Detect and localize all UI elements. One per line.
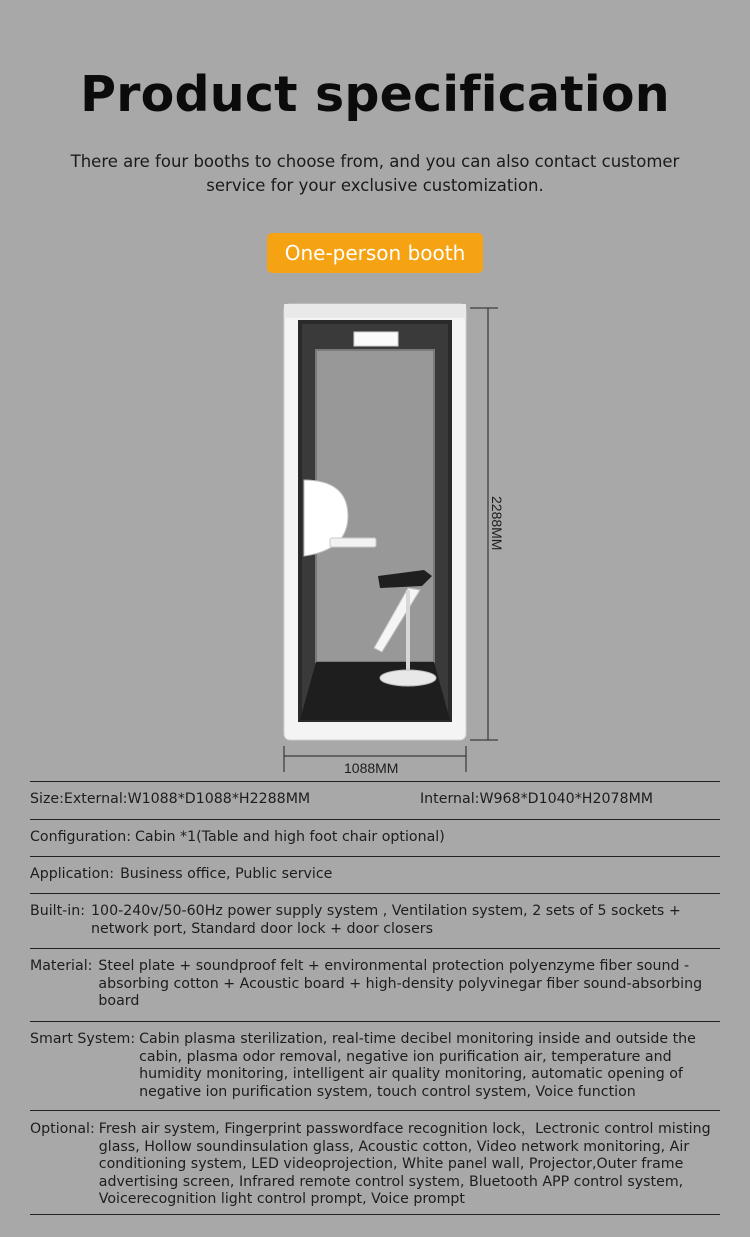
configuration-label: Configuration: (30, 829, 131, 845)
size-external-label: External: (63, 791, 128, 807)
built-in-label: Built-in: (30, 903, 86, 919)
booth-floor (300, 662, 450, 720)
height-dimension-label: 2288MM (489, 496, 505, 551)
spec-table (30, 781, 720, 1215)
page-subtitle (60, 150, 690, 198)
spec-row-smart-system (30, 1022, 720, 1111)
spec-row-size (30, 782, 720, 820)
material-label: Material: (30, 958, 93, 974)
size-label: Size: (30, 791, 64, 807)
stool-base-icon (380, 670, 436, 686)
booth-type-badge: One-person booth (267, 233, 483, 273)
size-internal-label: Internal: (420, 791, 480, 807)
subtitle-line-1: There are four booths to choose from, and you can also contact customer (70, 152, 680, 171)
size-internal-value: W968*D1040*H2078MM (479, 791, 654, 807)
booth-top-cap (284, 304, 466, 318)
spec-row-configuration (30, 820, 720, 857)
page-title: Product specification (80, 66, 670, 123)
smart-system-label: Smart System: (30, 1031, 136, 1047)
built-in-value: 100-240v/50-60Hz power supply system , Ventilation system, 2 sets of 5 sockets + network port, Standard door lock + door closers (91, 903, 681, 937)
spec-row-optional (30, 1111, 720, 1215)
material-value: Steel plate + soundproof felt + environmental protection polyenzyme fiber sound -absorbing cotton + Acoustic board + high-density polyvinegar fiber sound-absorbing board (98, 958, 703, 1009)
application-label: Application: (30, 866, 115, 882)
application-value: Business office, Public service (120, 866, 333, 882)
smart-system-value: Cabin plasma sterilization, real-time decibel monitoring inside and outside the cabin, plasma odor removal, negative ion purification air, temperature and humidity monitoring, intelligent air quality monitoring, automatic opening of negative ion purification system, touch control system, Voice function (139, 1031, 696, 1100)
spec-row-application (30, 857, 720, 894)
spec-row-built-in (30, 894, 720, 949)
ceiling-light-icon (354, 332, 398, 346)
spec-row-material (30, 949, 720, 1022)
subtitle-line-2: service for your exclusive customization. (206, 176, 544, 195)
width-dimension-label: 1088MM (344, 760, 399, 776)
optional-value: Fresh air system, Fingerprint passwordface recognition lock，Lectronic control misting glass, Hollow soundinsulation glass, Acoustic cotton, Video network monitoring, Air conditioning system, LED videoprojection, White panel wall, Projector,Outer frame advertising screen, Infrared remote control system, Bluetooth APP control system, Voicerecognition light control prompt, Voice prompt (98, 1121, 711, 1207)
optional-label: Optional: (30, 1121, 95, 1137)
size-external-value: W1088*D1088*H2288MM (127, 791, 311, 807)
configuration-value: Cabin *1(Table and high foot chair optional) (135, 829, 445, 845)
booth-illustration (270, 300, 510, 780)
